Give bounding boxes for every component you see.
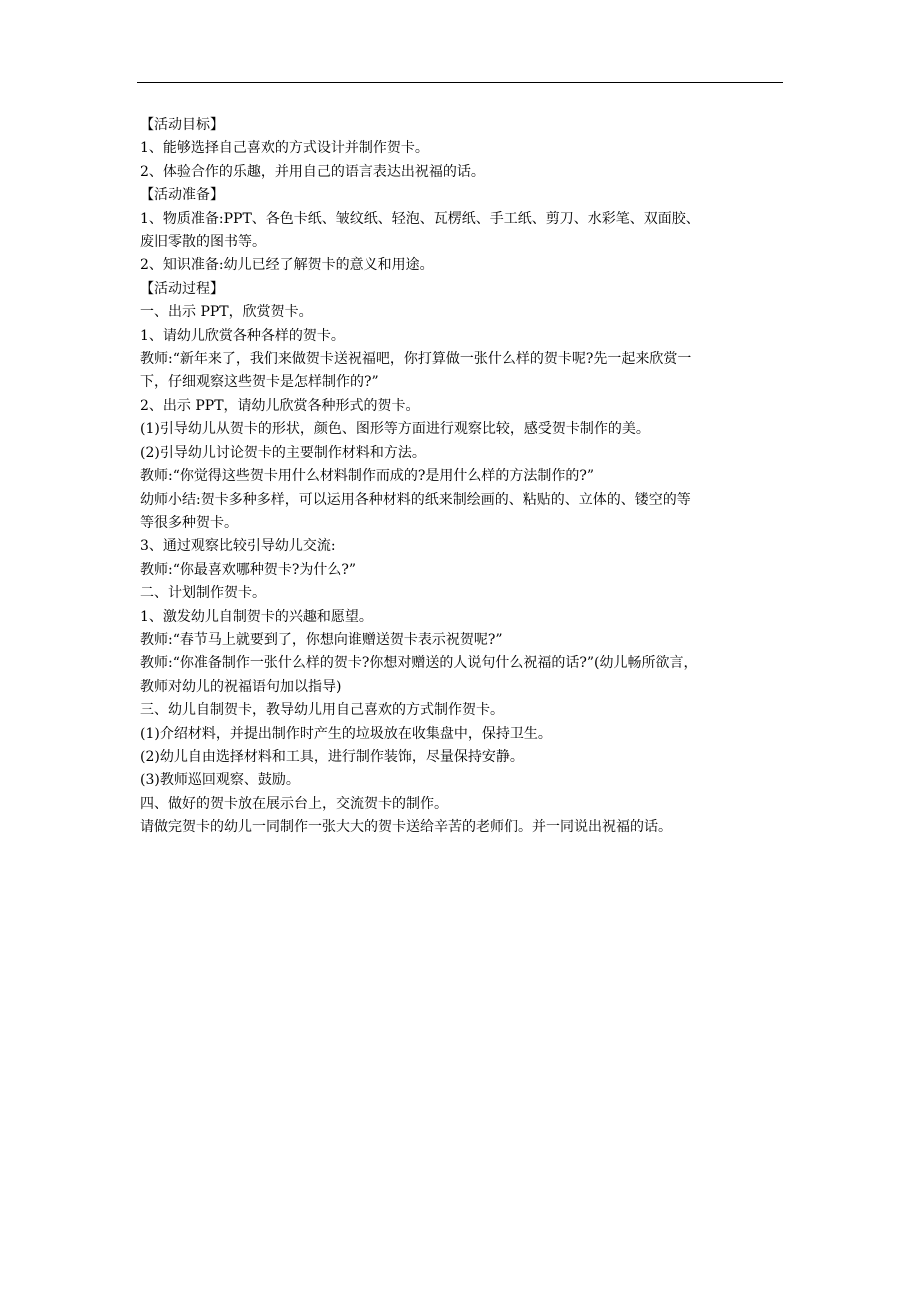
text-line: 2、出示 PPT，请幼儿欣赏各种形式的贺卡。 — [140, 397, 420, 414]
text-line: 废旧零散的图书等。 — [140, 234, 266, 251]
text-line: 1、能够选择自己喜欢的方式设计并制作贺卡。 — [140, 140, 429, 157]
header-rule — [137, 82, 783, 83]
section-heading-preparation: 【活动准备】 — [140, 187, 224, 204]
text-line: 1、物质准备:PPT、各色卡纸、皱纹纸、轻泡、瓦楞纸、手工纸、剪刀、水彩笔、双面胶、 — [140, 210, 700, 227]
text-line: 教师:“你准备制作一张什么样的贺卡?你想对赠送的人说句什么祝福的话?”(幼儿畅所欲言， — [140, 655, 698, 672]
text-line: (3)教师巡回观察、鼓励。 — [140, 772, 300, 789]
text-line: 1、激发幼儿自制贺卡的兴趣和愿望。 — [140, 608, 373, 625]
section-heading-goals: 【活动目标】 — [140, 117, 224, 133]
text-line: 四、做好的贺卡放在展示台上，交流贺卡的制作。 — [140, 795, 448, 812]
text-line: 2、知识准备:幼儿已经了解贺卡的意义和用途。 — [140, 257, 434, 274]
text-line: 1、请幼儿欣赏各种各样的贺卡。 — [140, 327, 345, 344]
text-line: 教师:“春节马上就要到了，你想向谁赠送贺卡表示祝贺呢?” — [140, 631, 503, 648]
text-line: 教师对幼儿的祝福语句加以指导) — [140, 678, 342, 695]
text-line: 教师:“你最喜欢哪种贺卡?为什么?” — [140, 561, 357, 578]
text-line: (1)介绍材料，并提出制作时产生的垃圾放在收集盘中，保持卫生。 — [140, 725, 552, 742]
text-line: 幼师小结:贺卡多种多样，可以运用各种材料的纸来制绘画的、粘贴的、立体的、镂空的等 — [140, 491, 691, 508]
section-heading-process: 【活动过程】 — [140, 280, 224, 297]
text-line: 2、体验合作的乐趣，并用自己的语言表达出祝福的话。 — [140, 163, 485, 180]
text-line: (1)引导幼儿从贺卡的形状，颜色、图形等方面进行观察比较，感受贺卡制作的美。 — [140, 421, 650, 438]
text-line: 请做完贺卡的幼儿一同制作一张大大的贺卡送给辛苦的老师们。并一同说出祝福的话。 — [140, 819, 672, 836]
text-line: 二、计划制作贺卡。 — [140, 585, 266, 602]
document-body — [140, 114, 790, 840]
text-line: 3、通过观察比较引导幼儿交流: — [140, 538, 336, 555]
text-line: 教师:“新年来了，我们来做贺卡送祝福吧，你打算做一张什么样的贺卡呢?先一起来欣赏一 — [140, 351, 692, 368]
text-line: (2)幼儿自由选择材料和工具，进行制作装饰，尽量保持安静。 — [140, 748, 524, 765]
text-line: 一、出示 PPT，欣赏贺卡。 — [140, 304, 313, 321]
text-line: 教师:“你觉得这些贺卡用什么材料制作而成的?是用什么样的方法制作的?” — [140, 468, 595, 485]
text-line: 等很多种贺卡。 — [140, 514, 238, 531]
text-line: (2)引导幼儿讨论贺卡的主要制作材料和方法。 — [140, 444, 426, 461]
text-line: 下，仔细观察这些贺卡是怎样制作的?” — [140, 374, 379, 391]
text-line: 三、幼儿自制贺卡，教导幼儿用自己喜欢的方式制作贺卡。 — [140, 702, 504, 719]
